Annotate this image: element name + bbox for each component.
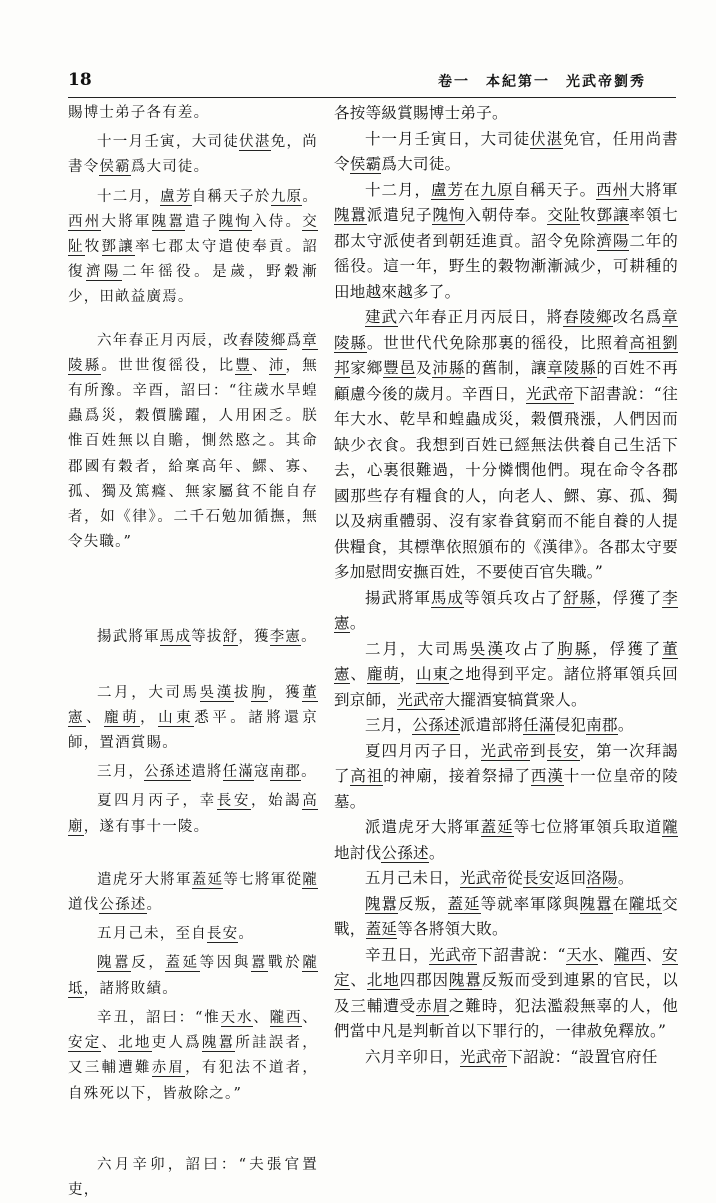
text-segment: 反， — [131, 955, 166, 972]
paragraph — [334, 127, 678, 178]
proper-name: 公孫述 — [144, 764, 192, 781]
text-segment: 十一月壬寅日，大司徒 — [365, 129, 531, 148]
text-segment: 十二月， — [365, 180, 432, 199]
text-segment: 下詔說：“設置官府任 — [507, 1047, 658, 1066]
text-segment: 之難時，犯法濫殺無辜的人，他們當中凡是判斬首以下罪行的，一律赦免釋放。” — [334, 996, 678, 1040]
proper-name: 安定 — [68, 1035, 102, 1052]
proper-name: 伏湛 — [530, 129, 564, 148]
proper-name: 光武帝 — [459, 869, 508, 887]
proper-name: 侯霸 — [349, 155, 382, 173]
text-segment: 。世世代代免除那裏的徭役，比照着 — [366, 333, 630, 352]
page-number: 18 — [68, 70, 92, 90]
text-segment: 等因與 — [199, 955, 251, 972]
page-header — [68, 70, 676, 96]
text-segment: 家鄉 — [350, 359, 384, 377]
proper-name: 隗囂 — [201, 1035, 236, 1052]
text-segment: 派遣部將 — [459, 716, 524, 734]
text-segment: ，始謁 — [250, 793, 303, 810]
text-segment: 大將軍 — [629, 180, 678, 199]
text-segment: 夏四月丙子，幸 — [97, 793, 217, 810]
paragraph — [68, 922, 318, 947]
text-segment: 從 — [507, 869, 524, 887]
text-segment: 、 — [350, 665, 367, 683]
proper-name: 天水 — [565, 945, 599, 964]
proper-name: 董憲 — [334, 639, 679, 683]
proper-name: 隗囂 — [151, 213, 186, 230]
proper-name: 濟陽 — [596, 231, 630, 250]
paragraph — [68, 868, 318, 918]
proper-name: 隴坻 — [629, 894, 663, 913]
text-segment: 五月己未，至自 — [97, 926, 207, 943]
text-segment: 派遣兒子 — [366, 206, 433, 224]
proper-name: 隗囂 — [334, 206, 367, 224]
text-segment: 二年徭役。是歲，野穀漸少，田畝益廣焉。 — [68, 264, 318, 306]
text-segment: 及 — [416, 359, 433, 377]
proper-name: 光武帝 — [429, 945, 478, 964]
proper-name: 龐萌 — [366, 665, 400, 683]
text-segment: 三月， — [97, 764, 145, 781]
paragraph — [334, 713, 678, 739]
proper-name: 舂陵鄉 — [239, 332, 287, 349]
text-segment: ， — [399, 665, 417, 683]
text-segment: ，獲 — [268, 684, 303, 701]
proper-name: 朐 — [250, 684, 269, 701]
running-head: 卷一 本紀第一 光武帝劉秀 — [438, 74, 646, 90]
text-segment: 在 — [612, 894, 630, 913]
text-segment: 的舊制，讓 — [465, 359, 548, 377]
proper-name: 隗恂 — [432, 206, 466, 224]
text-segment: 五月己未日， — [365, 869, 460, 887]
text-segment: ，第一次拜謁了 — [334, 741, 678, 785]
classical-text-column — [68, 101, 318, 1203]
text-segment: 、 — [646, 945, 663, 964]
proper-name: 山東 — [416, 665, 449, 683]
proper-name: 九原 — [480, 180, 514, 199]
paragraph — [68, 951, 318, 1001]
proper-name: 長安 — [523, 869, 555, 887]
proper-name: 吳漢 — [199, 684, 234, 701]
text-segment: 。 — [617, 716, 634, 734]
text-segment: 率七郡太守遣使奉貢。詔復 — [68, 239, 319, 281]
proper-name: 赤眉 — [151, 1060, 186, 1077]
text-segment: 到 — [530, 741, 547, 760]
text-segment: 十一位皇帝的陵墓。 — [334, 767, 678, 811]
proper-name: 隗囂 — [365, 894, 399, 913]
proper-name: 舒縣 — [563, 588, 597, 607]
proper-name: 赤眉 — [416, 996, 449, 1015]
text-segment: 之地得到平定。諸位將軍領兵回到京師， — [334, 665, 679, 709]
text-segment: 交戰， — [334, 894, 678, 938]
proper-name: 長安 — [206, 926, 239, 943]
text-segment: 悉平。諸將還京師，置酒賞賜。 — [68, 709, 319, 752]
proper-name: 馬成 — [159, 629, 192, 646]
text-segment: 。 — [301, 764, 317, 781]
text-segment: 辛丑，詔曰：“惟 — [97, 1009, 221, 1026]
text-segment: 入朝侍奉。 — [465, 206, 548, 224]
text-segment: 返回 — [554, 869, 587, 887]
paragraph — [68, 760, 318, 785]
proper-name: 隗囂 — [97, 955, 132, 972]
text-segment: ，俘獲了 — [596, 588, 663, 607]
proper-name: 李憲 — [334, 588, 679, 632]
text-segment: 。 — [238, 926, 255, 943]
text-segment: 。 — [301, 629, 317, 646]
translation-column — [334, 101, 678, 1070]
text-segment: 等各將領大敗。 — [397, 920, 508, 938]
text-segment: 道伐 — [68, 897, 100, 914]
proper-name: 鄧讓 — [596, 206, 630, 224]
proper-name: 章陵縣 — [547, 359, 597, 377]
text-segment: 、 — [253, 1009, 270, 1026]
paragraph — [334, 586, 678, 637]
text-segment: 侵犯 — [554, 716, 587, 734]
paragraph — [68, 329, 318, 556]
text-segment: 揚武將軍 — [365, 588, 432, 607]
proper-name: 蓋延 — [165, 955, 200, 972]
text-segment: 六月辛卯日， — [365, 1047, 460, 1066]
proper-name: 舂陵鄉 — [563, 308, 613, 326]
proper-name: 九原 — [270, 188, 303, 205]
text-segment: ，遂有事十一陵。 — [83, 818, 210, 835]
proper-name: 吳漢 — [469, 639, 505, 658]
proper-name: 隗囂 — [579, 894, 613, 913]
text-segment: 。 — [428, 843, 445, 862]
proper-name: 章陵縣 — [68, 332, 318, 374]
text-segment: 率領七郡太守派使者到朝廷進貢。詔令免除 — [334, 206, 679, 250]
proper-name: 龐萌 — [104, 709, 141, 726]
text-segment: ， — [140, 709, 159, 726]
proper-name: 交阯 — [68, 213, 318, 256]
proper-name: 任滿 — [222, 764, 255, 781]
text-segment: 地討伐 — [334, 843, 382, 862]
text-segment: 爲大司徒。 — [381, 155, 461, 173]
text-segment: 下詔書說：“往年大水、乾旱和蝗蟲成災，穀價飛漲，人們因而缺少衣食。我想到百姓已經無法供養自己生活下去，心裏很難過，十分憐憫他們。現在命令各郡國那些存有糧食的人，向老人、鰥、寡、孤、獨以及病重體弱、沒有家眷貧窮而不能自養的人提供糧食，其標準依照頒布的《漢律》。各郡太守要多加慰問安撫百姓，不要使百官失職。” — [334, 384, 678, 581]
proper-name: 朐縣 — [557, 639, 593, 658]
proper-name: 沛 — [268, 357, 286, 374]
proper-name: 山東 — [158, 709, 195, 726]
text-segment: 的神廟，接着祭掃了 — [383, 767, 531, 785]
proper-name: 囂 — [250, 955, 269, 972]
proper-name: 建武 — [365, 308, 399, 326]
text-segment: 、 — [86, 709, 105, 726]
paragraph — [334, 101, 678, 127]
text-segment: 爲 — [286, 332, 303, 349]
proper-name: 隗囂 — [448, 971, 482, 989]
text-segment: 等七位將軍領兵取道 — [513, 818, 663, 836]
text-segment: 自稱天子。 — [513, 180, 597, 199]
text-segment: 在 — [464, 180, 481, 199]
text-segment: 賜博士弟子各有差。 — [68, 105, 210, 121]
proper-name: 公孫述 — [412, 716, 460, 734]
text-segment: 六月辛卯，詔曰：“夫張官置吏， — [68, 1156, 318, 1198]
proper-name: 北地 — [366, 971, 400, 989]
proper-name: 隗恂 — [218, 213, 253, 230]
proper-name: 董憲 — [68, 684, 318, 726]
proper-name: 西漢 — [530, 767, 564, 785]
text-segment: 入侍。 — [252, 213, 303, 230]
proper-name: 光武帝 — [397, 690, 445, 709]
text-segment: 下詔書說：“ — [477, 945, 566, 964]
proper-name: 蓋延 — [447, 894, 481, 913]
text-segment: 吏人爲 — [151, 1035, 202, 1052]
text-segment: 反叛， — [398, 894, 448, 913]
text-segment: 改名爲 — [612, 308, 663, 326]
text-segment: 寇 — [254, 764, 270, 781]
text-segment: 派遣虎牙大將軍 — [365, 818, 481, 836]
text-segment: 二年的徭役。這一年，野生的穀物漸漸減少，可耕種的田地越來越多了。 — [334, 231, 678, 301]
proper-name: 隴西 — [269, 1009, 303, 1026]
text-segment: 攻占了 — [504, 639, 558, 658]
paragraph — [334, 815, 678, 866]
text-segment: 、 — [252, 357, 269, 374]
proper-name: 洛陽 — [586, 869, 618, 887]
proper-name: 劉邦 — [334, 333, 678, 377]
text-segment: 等領兵攻占了 — [464, 588, 564, 607]
paragraph — [334, 1045, 678, 1071]
text-segment: 。 — [146, 897, 163, 914]
paragraph — [334, 305, 678, 586]
text-segment: 辛丑日， — [365, 945, 430, 964]
text-segment: 各按等級賞賜博士弟子。 — [334, 104, 508, 122]
proper-name: 隴 — [302, 871, 319, 888]
proper-name: 豐邑 — [383, 359, 417, 377]
text-segment: 三月， — [365, 716, 413, 734]
proper-name: 光武帝 — [459, 1047, 508, 1066]
proper-name: 舒 — [222, 629, 239, 646]
text-segment: 遣子 — [185, 213, 219, 230]
paragraph — [68, 101, 318, 126]
text-segment: 所詿誤者，又三輔遭難 — [68, 1035, 318, 1077]
text-segment: 。 — [349, 614, 366, 632]
text-segment: 遣將 — [191, 764, 223, 781]
proper-name: 公孫述 — [381, 843, 429, 862]
proper-name: 光武帝 — [480, 741, 531, 760]
paragraph — [334, 943, 678, 1045]
text-segment: 自稱天子於 — [191, 188, 271, 205]
text-segment: 大擺酒宴犒賞衆人。 — [444, 690, 587, 709]
text-segment: 免，尚書令 — [68, 134, 318, 176]
text-segment: 夏四月丙子日， — [365, 741, 481, 760]
text-segment: 六年春正月丙辰，改 — [97, 332, 240, 349]
paragraph — [68, 1153, 318, 1203]
text-segment: 六年春正月丙辰日，將 — [398, 308, 564, 326]
proper-name: 北地 — [118, 1035, 152, 1052]
text-segment: 遣虎牙大將軍 — [97, 871, 192, 888]
text-segment: 拔 — [233, 684, 251, 701]
proper-name: 濟陽 — [86, 264, 123, 281]
text-segment: 的百姓不再顧慮今後的歲月。辛酉日， — [334, 359, 678, 403]
proper-name: 任滿 — [523, 716, 555, 734]
paragraph — [68, 789, 318, 839]
text-segment: 等就率軍隊與 — [480, 894, 580, 913]
proper-name: 長安 — [546, 741, 580, 760]
text-segment: 二月，大司馬 — [97, 684, 200, 701]
proper-name: 蓋延 — [191, 871, 224, 888]
text-segment: 二月，大司馬 — [365, 639, 470, 658]
proper-name: 馬成 — [431, 588, 465, 607]
text-segment: 等拔 — [191, 629, 223, 646]
text-segment: 等七將軍從 — [223, 871, 303, 888]
text-segment: ，俘獲了 — [592, 639, 663, 658]
proper-name: 章陵縣 — [334, 308, 678, 352]
proper-name: 天水 — [220, 1009, 254, 1026]
text-segment: 、 — [101, 1035, 119, 1052]
proper-name: 交阯 — [547, 206, 581, 224]
text-segment: 。世世復徭役，比 — [101, 357, 236, 374]
paragraph — [334, 892, 678, 943]
proper-name: 李憲 — [269, 629, 302, 646]
text-segment: 大將軍 — [101, 213, 152, 230]
proper-name: 長安 — [216, 793, 251, 810]
paragraph — [334, 178, 678, 306]
paragraph — [334, 866, 678, 892]
text-segment: 反叛而受到連累的官民，以及三輔遭受 — [334, 971, 679, 1015]
proper-name: 蓋延 — [480, 818, 514, 836]
text-segment: 。 — [617, 869, 634, 887]
text-segment: ，獲 — [238, 629, 270, 646]
proper-name: 南郡 — [586, 716, 618, 734]
proper-name: 安定 — [334, 945, 678, 989]
text-segment: 十二月， — [97, 188, 161, 205]
proper-name: 南郡 — [269, 764, 302, 781]
text-segment: 、 — [598, 945, 615, 964]
text-segment: 牧 — [84, 239, 102, 256]
paragraph — [68, 185, 318, 311]
text-segment: 戰於 — [268, 955, 303, 972]
proper-name: 西州 — [68, 213, 102, 230]
header-rule — [68, 97, 676, 98]
proper-name: 隴坻 — [68, 955, 319, 997]
proper-name: 鄧讓 — [101, 239, 135, 256]
paragraph — [334, 637, 678, 714]
text-segment: 。 — [302, 188, 319, 205]
proper-name: 隴西 — [614, 945, 647, 964]
text-segment: ，無有所豫。辛酉，詔曰：“往歲水旱蝗蟲爲災，穀價騰躍，人用困乏。朕惟百姓無以自贍，惻然愍之。其命郡國有穀者，給稟高年、鰥、寡、孤、獨及篤癃、無家屬貧不能自存者，如《律》。二千石勉加循撫，無令失職。” — [68, 357, 318, 551]
proper-name: 隴 — [662, 818, 679, 836]
proper-name: 盧芳 — [160, 188, 192, 205]
proper-name: 高廟 — [68, 793, 318, 835]
proper-name: 蓋延 — [365, 920, 398, 938]
text-segment: 、 — [302, 1009, 318, 1026]
paragraph — [68, 681, 318, 757]
text-segment: 四郡因 — [399, 971, 449, 989]
proper-name: 盧芳 — [431, 180, 465, 199]
proper-name: 侯霸 — [99, 159, 131, 176]
text-segment: 揚武將軍 — [97, 629, 160, 646]
proper-name: 西州 — [596, 180, 630, 199]
proper-name: 公孫述 — [99, 897, 147, 914]
text-segment: 十一月壬寅，大司徒 — [97, 134, 240, 151]
text-segment: ，有犯法不道者，自殊死以下，皆赦除之。” — [68, 1060, 319, 1102]
proper-name: 高祖 — [629, 333, 663, 352]
paragraph — [68, 130, 318, 180]
text-segment: 免官，任用尚書令 — [334, 129, 678, 173]
proper-name: 高祖 — [350, 767, 384, 785]
paragraph — [68, 1006, 318, 1107]
proper-name: 豐 — [235, 357, 253, 374]
text-segment: 爲大司徒。 — [130, 159, 210, 176]
paragraph — [68, 625, 318, 650]
proper-name: 伏湛 — [239, 134, 271, 151]
paragraph — [334, 739, 678, 816]
text-segment: 牧 — [580, 206, 597, 224]
text-segment: 、 — [350, 971, 367, 989]
proper-name: 沛縣 — [432, 359, 466, 377]
proper-name: 光武帝 — [525, 384, 574, 403]
text-segment: ，諸將敗績。 — [83, 980, 178, 997]
